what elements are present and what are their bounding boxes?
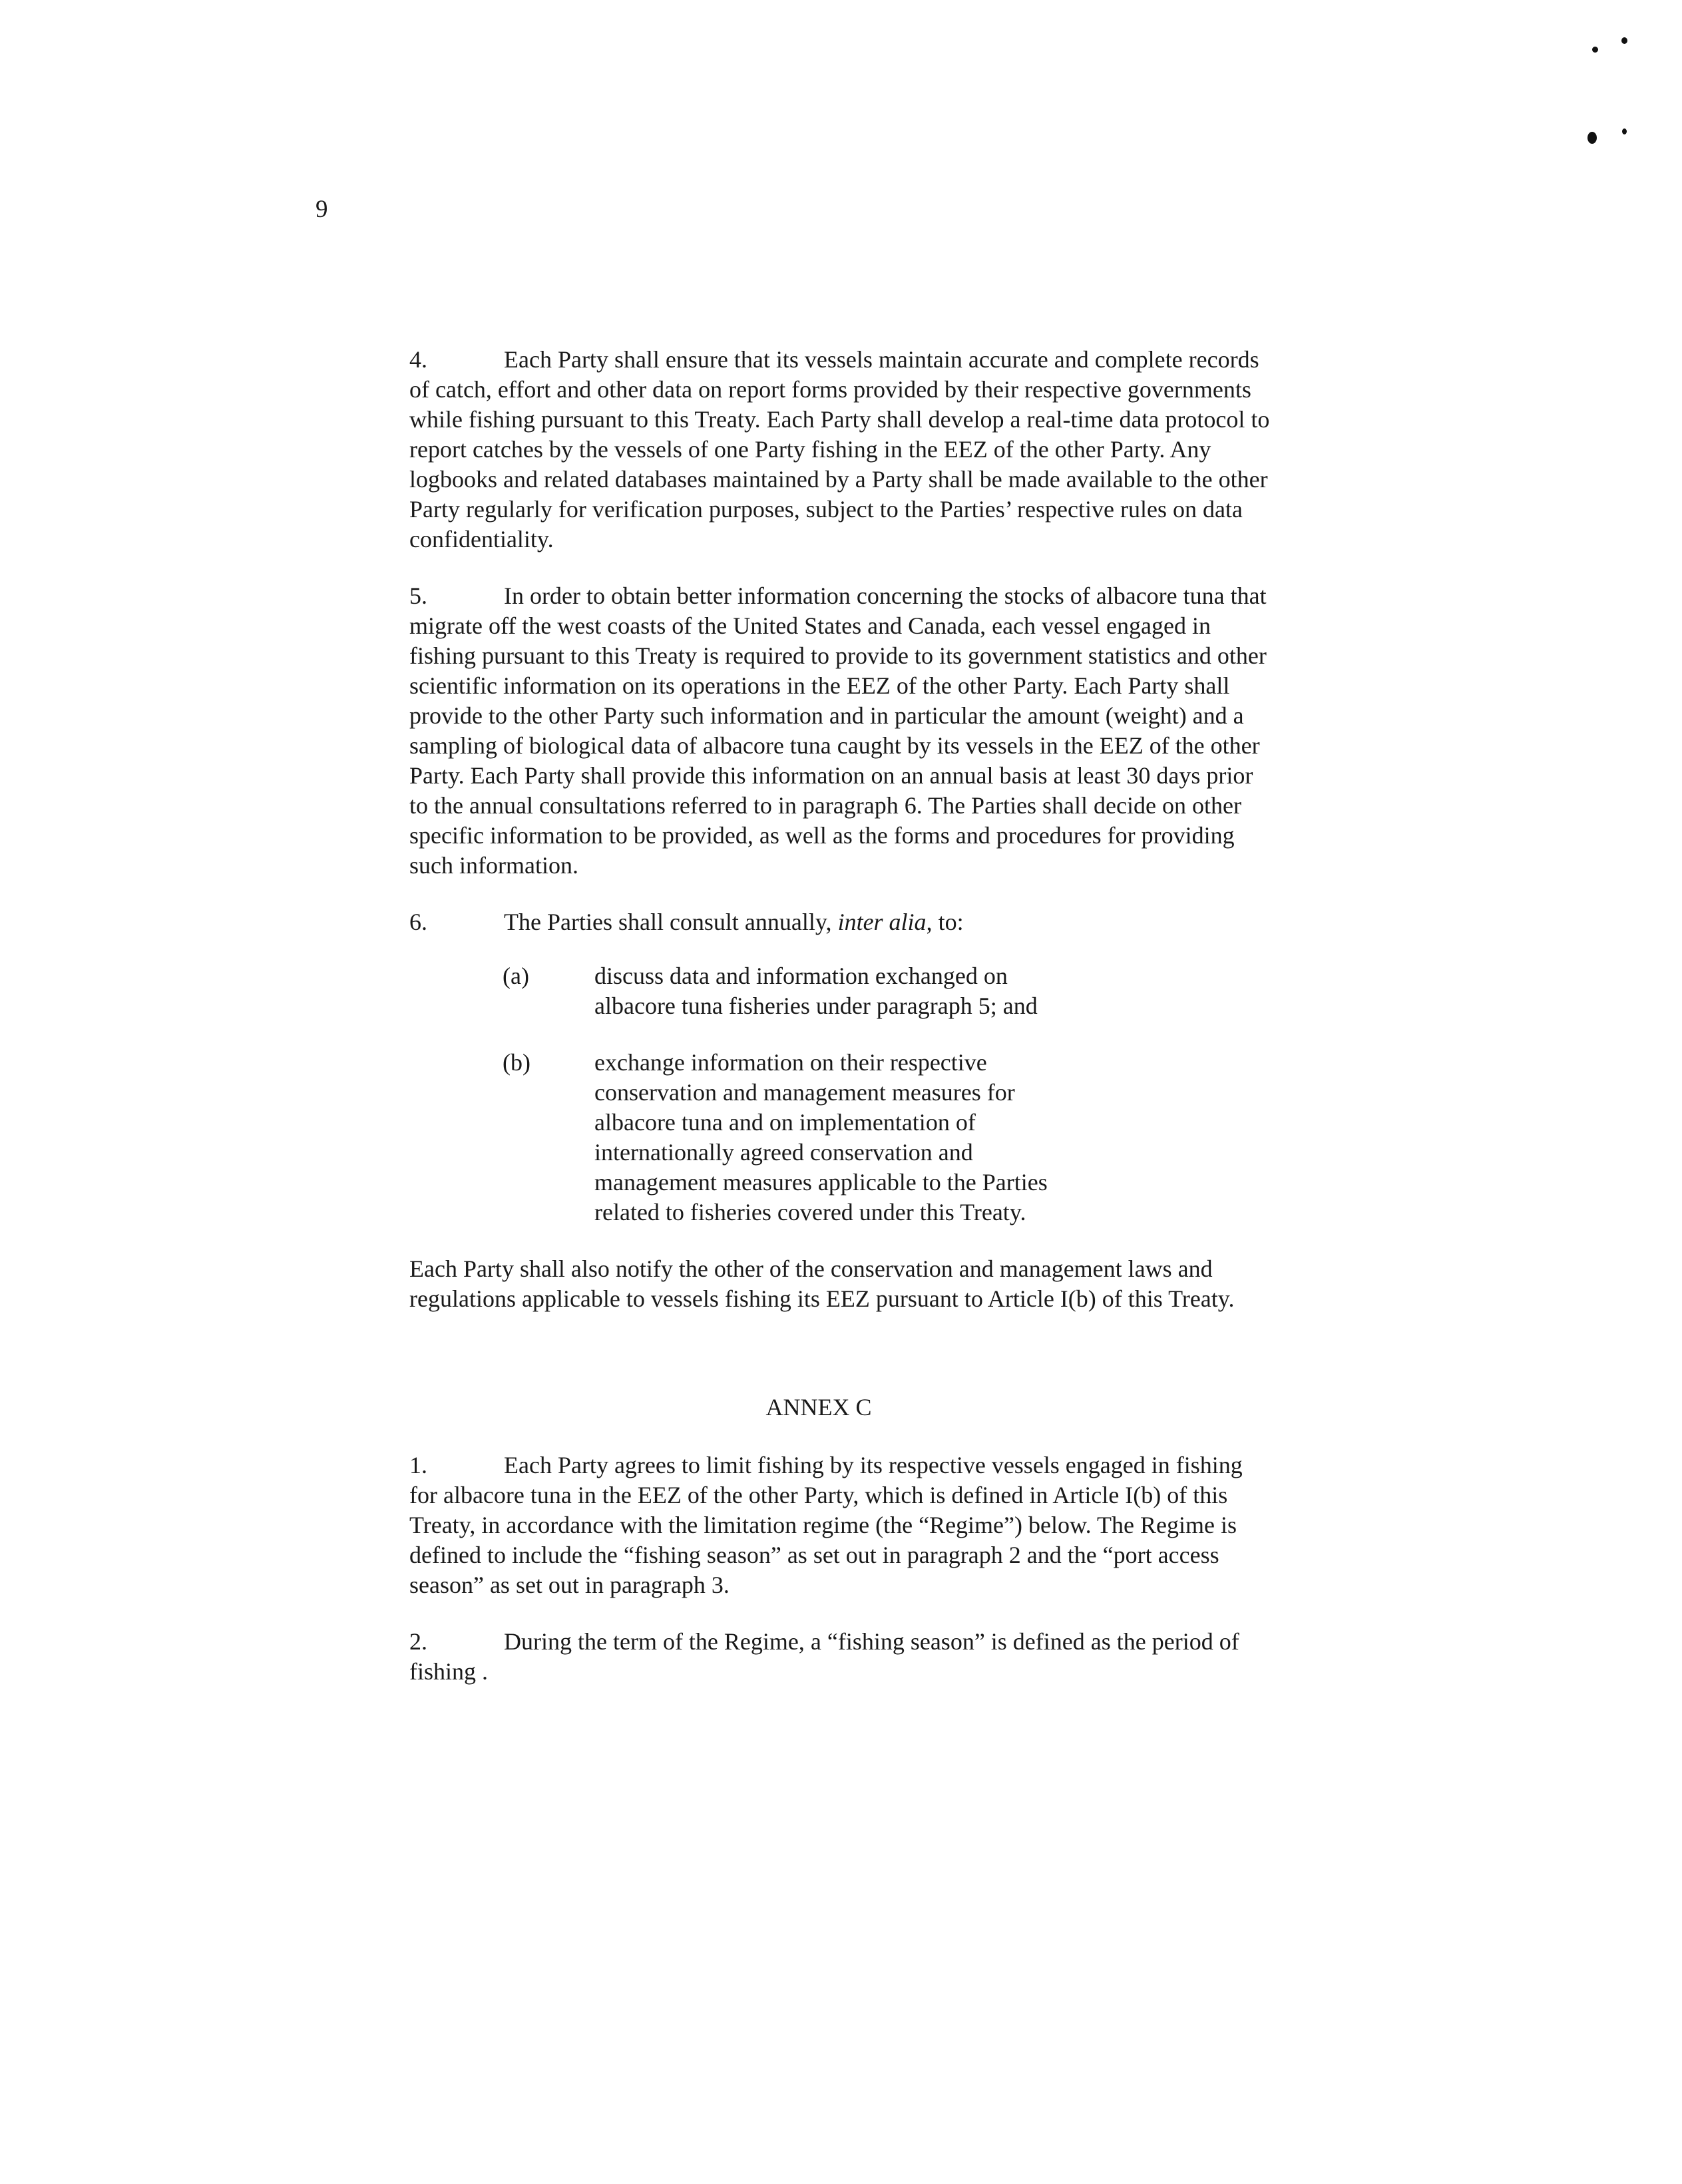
paragraph-number: 6. <box>409 909 427 935</box>
paragraph-4 <box>409 345 1275 554</box>
subparagraph-b <box>409 1048 1060 1227</box>
paragraph-number: 2. <box>409 1628 427 1655</box>
paragraph-text: During the term of the Regime, a “fishing season” is defined as the period of fishing . <box>409 1628 1239 1685</box>
subparagraph-label: (a) <box>503 963 529 989</box>
annex-c-paragraph-2 <box>409 1627 1275 1687</box>
paragraph-5 <box>409 581 1275 881</box>
closing-paragraph: Each Party shall also notify the other of the conservation and management laws and regulations applicable to vessels fishing its EEZ pursuant to Article I(b) of this Treaty. <box>409 1255 1235 1312</box>
paragraph-text: The Parties shall consult annually, <box>504 909 838 935</box>
scan-speck <box>1587 132 1597 144</box>
annex-heading: ANNEX C <box>765 1394 872 1420</box>
paragraph-text: Each Party shall ensure that its vessels maintain accurate and complete records of catch, effort and other data on report forms provided by their respective governments while fishing pursuant to this Treaty. Each Party shall develop a real-time data protocol to report catches by the vessels of one Party fishing in the EEZ of the other Party. Any logbooks and related databases maintained by a Party shall be made available to the other Party regularly for verification purposes, subject to the Parties’ respective rules on data confidentiality. <box>409 346 1270 552</box>
subparagraph-a <box>409 961 1060 1021</box>
scan-speck <box>1592 47 1598 53</box>
subparagraph-text: exchange information on their respective conservation and management measures for albacore tuna and on implementation of internationally agreed conservation and management measures applicable to the Parties related to fisheries covered under this Treaty. <box>594 1049 1048 1225</box>
scan-speck <box>1621 37 1627 44</box>
subparagraph-text: discuss data and information exchanged on albacore tuna fisheries under paragraph 5; and <box>594 963 1038 1019</box>
annex-c-paragraph-1 <box>409 1450 1275 1600</box>
scan-speck <box>1622 128 1627 134</box>
paragraph-text: , to: <box>926 909 964 935</box>
paragraph-number: 4. <box>409 346 427 373</box>
paragraph-text: In order to obtain better information concerning the stocks of albacore tuna that migrate off the west coasts of the United States and Canada, each vessel engaged in fishing pursuant to this Treaty is required to provide to its government statistics and other scientific information on its operations in the EEZ of the other Party. Each Party shall provide to the other Party such information and in particular the amount (weight) and a sampling of biological data of albacore tuna caught by its vessels in the EEZ of the other Party. Each Party shall provide this information on an annual basis at least 30 days prior to the annual consultations referred to in paragraph 6. The Parties shall decide on other specific information to be provided, as well as the forms and procedures for providing such information. <box>409 582 1267 879</box>
subparagraph-label: (b) <box>503 1049 530 1076</box>
paragraph-text-italic: inter alia <box>837 909 927 935</box>
paragraph-6 <box>409 907 1275 937</box>
paragraph-number: 5. <box>409 582 427 609</box>
page-number: 9 <box>315 196 328 223</box>
paragraph-number: 1. <box>409 1452 427 1478</box>
paragraph-text: Each Party agrees to limit fishing by its respective vessels engaged in fishing for albacore tuna in the EEZ of the other Party, which is defined in Article I(b) of this Treaty, in accordance with the limitation regime (the “Regime”) below. The Regime is defined to include the “fishing season” as set out in paragraph 2 and the “port access season” as set out in paragraph 3. <box>409 1452 1243 1598</box>
document-body <box>409 345 1275 1687</box>
